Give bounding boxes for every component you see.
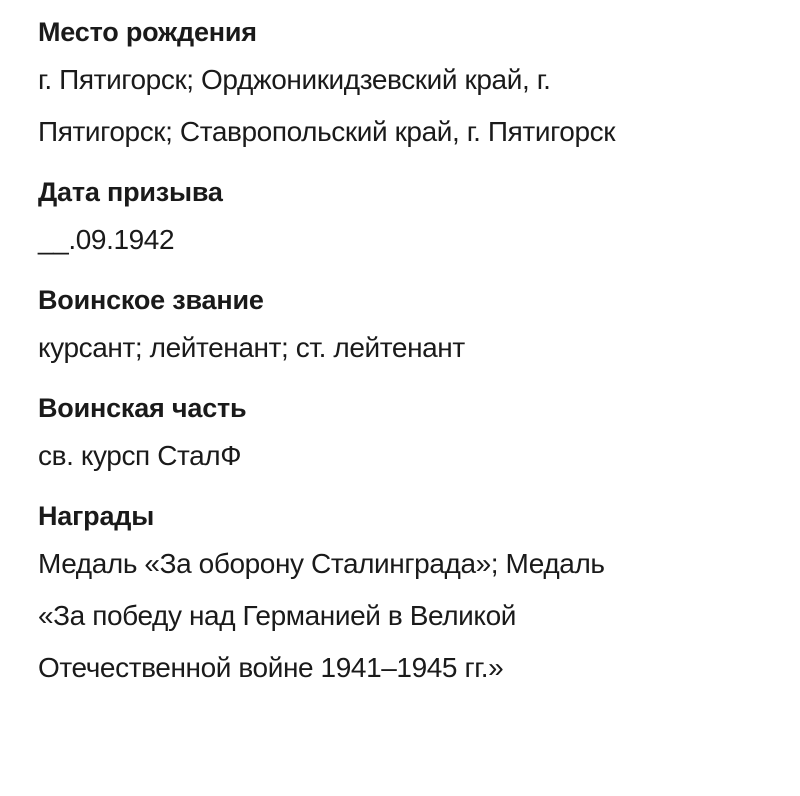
birthplace-value xyxy=(38,54,730,158)
military-rank-label: Воинское звание xyxy=(38,285,264,315)
birthplace-label: Место рождения xyxy=(38,17,257,47)
military-unit-value-line: св. курсп СталФ xyxy=(38,440,242,471)
conscription-date-label: Дата призыва xyxy=(38,177,223,207)
awards-field xyxy=(38,492,730,694)
awards-value-line: «За победу над Германией в Великой xyxy=(38,600,516,631)
military-rank-value xyxy=(38,322,730,374)
military-rank-value-line: курсант; лейтенант; ст. лейтенант xyxy=(38,332,465,363)
awards-label: Награды xyxy=(38,501,155,531)
awards-value-line: Отечественной войне 1941–1945 гг.» xyxy=(38,652,504,683)
conscription-date-field xyxy=(38,168,730,266)
military-unit-field xyxy=(38,384,730,482)
awards-value-line: Медаль «За оборону Сталинграда»; Медаль xyxy=(38,548,605,579)
military-unit-value xyxy=(38,430,730,482)
birthplace-value-line: Пятигорск; Ставропольский край, г. Пятигорск xyxy=(38,116,616,147)
birthplace-value-line: г. Пятигорск; Орджоникидзевский край, г. xyxy=(38,64,551,95)
conscription-date-value xyxy=(38,214,730,266)
birthplace-field xyxy=(38,8,730,158)
conscription-date-value-line: __.09.1942 xyxy=(38,224,175,255)
awards-value xyxy=(38,538,730,694)
military-rank-field xyxy=(38,276,730,374)
military-unit-label: Воинская часть xyxy=(38,393,247,423)
